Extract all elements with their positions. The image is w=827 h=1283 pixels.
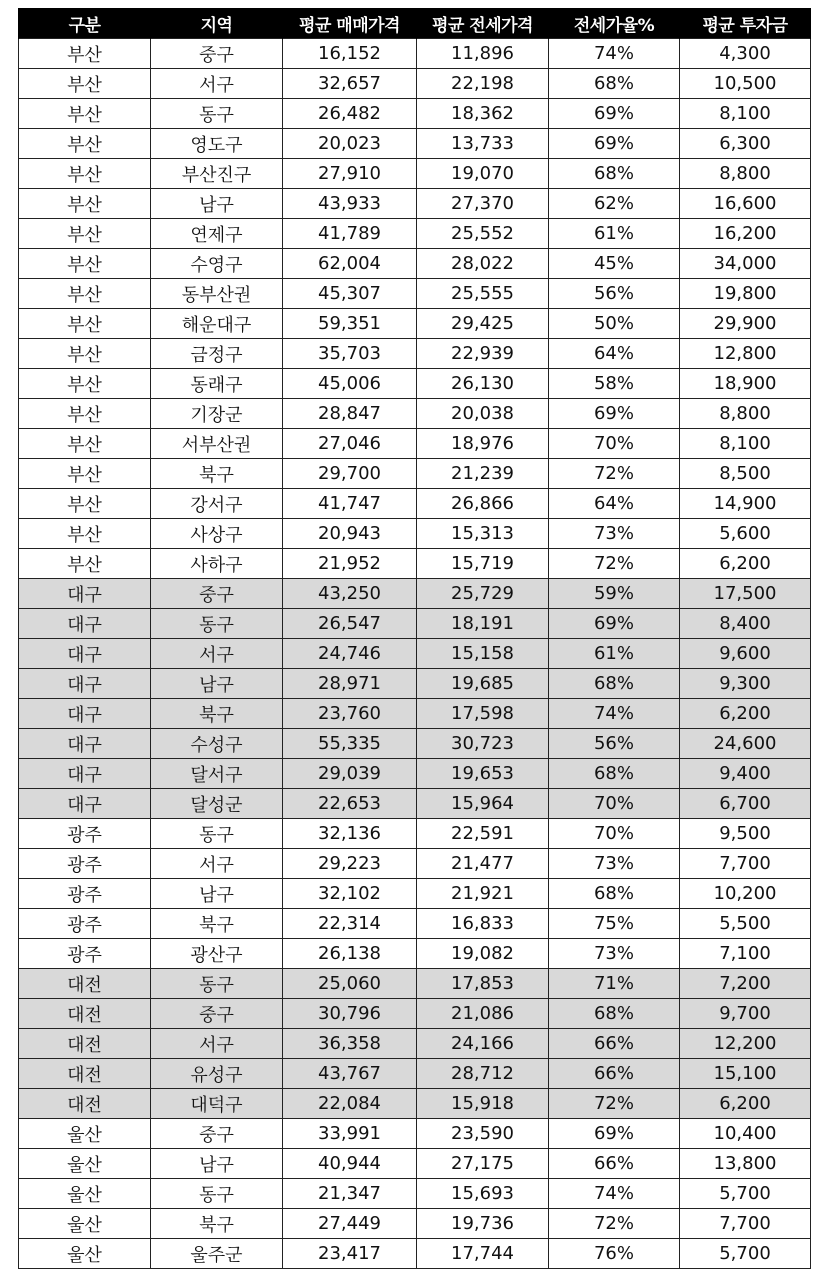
cell-avg-sale-price: 29,223 bbox=[283, 849, 417, 879]
cell-group: 부산 bbox=[19, 279, 151, 309]
cell-avg-investment: 7,100 bbox=[680, 939, 811, 969]
cell-group: 광주 bbox=[19, 849, 151, 879]
table-row bbox=[19, 399, 811, 429]
cell-group: 부산 bbox=[19, 489, 151, 519]
cell-region: 동구 bbox=[151, 99, 283, 129]
cell-avg-jeonse-price: 16,833 bbox=[417, 909, 549, 939]
cell-avg-investment: 9,600 bbox=[680, 639, 811, 669]
cell-avg-sale-price: 21,347 bbox=[283, 1179, 417, 1209]
header-avg-investment: 평균 투자금 bbox=[680, 8, 811, 39]
cell-avg-investment: 10,400 bbox=[680, 1119, 811, 1149]
cell-avg-investment: 17,500 bbox=[680, 579, 811, 609]
cell-avg-jeonse-price: 25,552 bbox=[417, 219, 549, 249]
cell-avg-investment: 10,200 bbox=[680, 879, 811, 909]
cell-avg-jeonse-price: 27,370 bbox=[417, 189, 549, 219]
cell-group: 부산 bbox=[19, 549, 151, 579]
cell-avg-sale-price: 33,991 bbox=[283, 1119, 417, 1149]
cell-avg-sale-price: 43,250 bbox=[283, 579, 417, 609]
cell-jeonse-ratio: 70% bbox=[549, 429, 680, 459]
cell-avg-investment: 19,800 bbox=[680, 279, 811, 309]
cell-jeonse-ratio: 68% bbox=[549, 69, 680, 99]
cell-jeonse-ratio: 69% bbox=[549, 1119, 680, 1149]
cell-avg-sale-price: 20,023 bbox=[283, 129, 417, 159]
cell-avg-investment: 29,900 bbox=[680, 309, 811, 339]
cell-region: 동구 bbox=[151, 609, 283, 639]
cell-group: 부산 bbox=[19, 69, 151, 99]
cell-region: 영도구 bbox=[151, 129, 283, 159]
table-row bbox=[19, 1179, 811, 1209]
cell-avg-investment: 7,700 bbox=[680, 849, 811, 879]
cell-region: 해운대구 bbox=[151, 309, 283, 339]
cell-group: 울산 bbox=[19, 1239, 151, 1269]
cell-avg-jeonse-price: 25,729 bbox=[417, 579, 549, 609]
table-row bbox=[19, 369, 811, 399]
cell-avg-sale-price: 43,767 bbox=[283, 1059, 417, 1089]
cell-group: 울산 bbox=[19, 1179, 151, 1209]
cell-avg-investment: 9,700 bbox=[680, 999, 811, 1029]
cell-jeonse-ratio: 50% bbox=[549, 309, 680, 339]
table-header bbox=[19, 8, 811, 39]
cell-group: 부산 bbox=[19, 129, 151, 159]
cell-group: 대전 bbox=[19, 1059, 151, 1089]
cell-group: 대구 bbox=[19, 729, 151, 759]
cell-avg-investment: 9,500 bbox=[680, 819, 811, 849]
cell-avg-jeonse-price: 15,693 bbox=[417, 1179, 549, 1209]
cell-avg-jeonse-price: 19,685 bbox=[417, 669, 549, 699]
cell-avg-jeonse-price: 19,736 bbox=[417, 1209, 549, 1239]
cell-jeonse-ratio: 68% bbox=[549, 999, 680, 1029]
table-row bbox=[19, 219, 811, 249]
cell-group: 울산 bbox=[19, 1149, 151, 1179]
cell-avg-sale-price: 43,933 bbox=[283, 189, 417, 219]
cell-avg-jeonse-price: 17,598 bbox=[417, 699, 549, 729]
cell-group: 부산 bbox=[19, 369, 151, 399]
cell-region: 동부산권 bbox=[151, 279, 283, 309]
table-row bbox=[19, 849, 811, 879]
data-table-container bbox=[18, 8, 810, 1269]
cell-region: 남구 bbox=[151, 1149, 283, 1179]
cell-region: 북구 bbox=[151, 699, 283, 729]
cell-group: 대전 bbox=[19, 1089, 151, 1119]
cell-group: 부산 bbox=[19, 519, 151, 549]
cell-group: 부산 bbox=[19, 219, 151, 249]
cell-avg-sale-price: 29,700 bbox=[283, 459, 417, 489]
cell-region: 중구 bbox=[151, 999, 283, 1029]
cell-group: 대구 bbox=[19, 639, 151, 669]
cell-avg-investment: 6,200 bbox=[680, 549, 811, 579]
table-row bbox=[19, 1059, 811, 1089]
header-group: 구분 bbox=[19, 8, 151, 39]
table-row bbox=[19, 609, 811, 639]
cell-avg-sale-price: 26,547 bbox=[283, 609, 417, 639]
cell-avg-investment: 6,300 bbox=[680, 129, 811, 159]
cell-avg-investment: 5,700 bbox=[680, 1239, 811, 1269]
cell-avg-sale-price: 41,789 bbox=[283, 219, 417, 249]
cell-avg-investment: 4,300 bbox=[680, 39, 811, 69]
header-jeonse-ratio: 전세가율% bbox=[549, 8, 680, 39]
cell-group: 부산 bbox=[19, 249, 151, 279]
cell-region: 동구 bbox=[151, 969, 283, 999]
cell-avg-sale-price: 45,006 bbox=[283, 369, 417, 399]
table-row bbox=[19, 429, 811, 459]
table-row bbox=[19, 939, 811, 969]
cell-avg-jeonse-price: 19,653 bbox=[417, 759, 549, 789]
table-body bbox=[19, 39, 811, 1269]
cell-avg-jeonse-price: 21,477 bbox=[417, 849, 549, 879]
cell-avg-sale-price: 35,703 bbox=[283, 339, 417, 369]
table-row bbox=[19, 69, 811, 99]
cell-avg-sale-price: 22,653 bbox=[283, 789, 417, 819]
cell-avg-jeonse-price: 22,591 bbox=[417, 819, 549, 849]
cell-region: 남구 bbox=[151, 669, 283, 699]
cell-region: 기장군 bbox=[151, 399, 283, 429]
cell-jeonse-ratio: 76% bbox=[549, 1239, 680, 1269]
cell-jeonse-ratio: 72% bbox=[549, 1089, 680, 1119]
cell-region: 남구 bbox=[151, 189, 283, 219]
cell-avg-investment: 34,000 bbox=[680, 249, 811, 279]
cell-jeonse-ratio: 66% bbox=[549, 1059, 680, 1089]
cell-region: 대덕구 bbox=[151, 1089, 283, 1119]
cell-avg-jeonse-price: 21,086 bbox=[417, 999, 549, 1029]
cell-avg-jeonse-price: 17,853 bbox=[417, 969, 549, 999]
table-row bbox=[19, 969, 811, 999]
cell-region: 달성군 bbox=[151, 789, 283, 819]
cell-avg-sale-price: 27,046 bbox=[283, 429, 417, 459]
table-row bbox=[19, 1149, 811, 1179]
cell-avg-jeonse-price: 30,723 bbox=[417, 729, 549, 759]
cell-group: 부산 bbox=[19, 99, 151, 129]
cell-jeonse-ratio: 66% bbox=[549, 1149, 680, 1179]
cell-avg-jeonse-price: 19,082 bbox=[417, 939, 549, 969]
cell-jeonse-ratio: 56% bbox=[549, 279, 680, 309]
cell-group: 울산 bbox=[19, 1119, 151, 1149]
cell-avg-jeonse-price: 22,939 bbox=[417, 339, 549, 369]
cell-avg-investment: 12,200 bbox=[680, 1029, 811, 1059]
cell-jeonse-ratio: 66% bbox=[549, 1029, 680, 1059]
cell-avg-sale-price: 59,351 bbox=[283, 309, 417, 339]
cell-region: 북구 bbox=[151, 909, 283, 939]
cell-avg-sale-price: 28,971 bbox=[283, 669, 417, 699]
cell-avg-jeonse-price: 11,896 bbox=[417, 39, 549, 69]
cell-jeonse-ratio: 68% bbox=[549, 669, 680, 699]
cell-jeonse-ratio: 61% bbox=[549, 639, 680, 669]
cell-jeonse-ratio: 68% bbox=[549, 159, 680, 189]
table-row bbox=[19, 729, 811, 759]
cell-jeonse-ratio: 68% bbox=[549, 879, 680, 909]
cell-avg-sale-price: 27,449 bbox=[283, 1209, 417, 1239]
cell-avg-investment: 24,600 bbox=[680, 729, 811, 759]
cell-avg-investment: 9,400 bbox=[680, 759, 811, 789]
table-row bbox=[19, 129, 811, 159]
cell-jeonse-ratio: 69% bbox=[549, 99, 680, 129]
cell-jeonse-ratio: 74% bbox=[549, 699, 680, 729]
table-row bbox=[19, 339, 811, 369]
cell-jeonse-ratio: 72% bbox=[549, 549, 680, 579]
cell-jeonse-ratio: 72% bbox=[549, 1209, 680, 1239]
cell-avg-jeonse-price: 20,038 bbox=[417, 399, 549, 429]
cell-avg-sale-price: 29,039 bbox=[283, 759, 417, 789]
cell-group: 부산 bbox=[19, 189, 151, 219]
cell-avg-investment: 6,700 bbox=[680, 789, 811, 819]
table-row bbox=[19, 39, 811, 69]
cell-group: 대전 bbox=[19, 999, 151, 1029]
cell-region: 서구 bbox=[151, 1029, 283, 1059]
table-row bbox=[19, 549, 811, 579]
table-row bbox=[19, 1239, 811, 1269]
cell-avg-investment: 12,800 bbox=[680, 339, 811, 369]
cell-avg-jeonse-price: 28,022 bbox=[417, 249, 549, 279]
cell-avg-sale-price: 23,760 bbox=[283, 699, 417, 729]
cell-region: 서구 bbox=[151, 69, 283, 99]
cell-avg-investment: 13,800 bbox=[680, 1149, 811, 1179]
cell-region: 북구 bbox=[151, 1209, 283, 1239]
cell-avg-sale-price: 28,847 bbox=[283, 399, 417, 429]
header-avg-sale-price: 평균 매매가격 bbox=[283, 8, 417, 39]
table-row bbox=[19, 819, 811, 849]
cell-avg-jeonse-price: 21,921 bbox=[417, 879, 549, 909]
cell-region: 중구 bbox=[151, 579, 283, 609]
table-row bbox=[19, 699, 811, 729]
cell-avg-jeonse-price: 15,158 bbox=[417, 639, 549, 669]
cell-avg-investment: 9,300 bbox=[680, 669, 811, 699]
cell-avg-jeonse-price: 24,166 bbox=[417, 1029, 549, 1059]
cell-jeonse-ratio: 68% bbox=[549, 759, 680, 789]
cell-group: 대전 bbox=[19, 969, 151, 999]
cell-jeonse-ratio: 69% bbox=[549, 399, 680, 429]
cell-avg-sale-price: 22,084 bbox=[283, 1089, 417, 1119]
cell-region: 서구 bbox=[151, 849, 283, 879]
cell-avg-investment: 14,900 bbox=[680, 489, 811, 519]
cell-group: 부산 bbox=[19, 159, 151, 189]
cell-region: 서구 bbox=[151, 639, 283, 669]
cell-group: 대구 bbox=[19, 759, 151, 789]
cell-group: 광주 bbox=[19, 909, 151, 939]
table-row bbox=[19, 1209, 811, 1239]
cell-jeonse-ratio: 73% bbox=[549, 849, 680, 879]
cell-region: 수영구 bbox=[151, 249, 283, 279]
cell-avg-sale-price: 23,417 bbox=[283, 1239, 417, 1269]
cell-region: 동래구 bbox=[151, 369, 283, 399]
cell-avg-jeonse-price: 26,866 bbox=[417, 489, 549, 519]
cell-jeonse-ratio: 74% bbox=[549, 39, 680, 69]
cell-group: 부산 bbox=[19, 399, 151, 429]
table-row bbox=[19, 999, 811, 1029]
cell-avg-investment: 6,200 bbox=[680, 1089, 811, 1119]
cell-avg-jeonse-price: 15,918 bbox=[417, 1089, 549, 1119]
cell-avg-jeonse-price: 15,719 bbox=[417, 549, 549, 579]
table-row bbox=[19, 189, 811, 219]
cell-avg-sale-price: 26,138 bbox=[283, 939, 417, 969]
cell-group: 대구 bbox=[19, 669, 151, 699]
table-row bbox=[19, 159, 811, 189]
cell-jeonse-ratio: 58% bbox=[549, 369, 680, 399]
cell-region: 중구 bbox=[151, 39, 283, 69]
cell-avg-jeonse-price: 15,964 bbox=[417, 789, 549, 819]
table-row bbox=[19, 669, 811, 699]
cell-avg-investment: 18,900 bbox=[680, 369, 811, 399]
table-row bbox=[19, 519, 811, 549]
cell-avg-jeonse-price: 18,191 bbox=[417, 609, 549, 639]
cell-avg-investment: 5,600 bbox=[680, 519, 811, 549]
table-row bbox=[19, 639, 811, 669]
cell-avg-sale-price: 30,796 bbox=[283, 999, 417, 1029]
cell-avg-jeonse-price: 19,070 bbox=[417, 159, 549, 189]
cell-avg-jeonse-price: 13,733 bbox=[417, 129, 549, 159]
cell-avg-sale-price: 62,004 bbox=[283, 249, 417, 279]
table-row bbox=[19, 489, 811, 519]
cell-region: 강서구 bbox=[151, 489, 283, 519]
cell-region: 북구 bbox=[151, 459, 283, 489]
cell-region: 사하구 bbox=[151, 549, 283, 579]
cell-jeonse-ratio: 64% bbox=[549, 489, 680, 519]
cell-jeonse-ratio: 64% bbox=[549, 339, 680, 369]
table-row bbox=[19, 579, 811, 609]
cell-jeonse-ratio: 70% bbox=[549, 819, 680, 849]
cell-jeonse-ratio: 61% bbox=[549, 219, 680, 249]
cell-avg-sale-price: 40,944 bbox=[283, 1149, 417, 1179]
cell-group: 부산 bbox=[19, 339, 151, 369]
cell-avg-sale-price: 32,102 bbox=[283, 879, 417, 909]
table-row bbox=[19, 1029, 811, 1059]
cell-avg-investment: 7,200 bbox=[680, 969, 811, 999]
cell-avg-investment: 7,700 bbox=[680, 1209, 811, 1239]
cell-jeonse-ratio: 72% bbox=[549, 459, 680, 489]
cell-region: 동구 bbox=[151, 1179, 283, 1209]
cell-jeonse-ratio: 73% bbox=[549, 519, 680, 549]
cell-avg-jeonse-price: 23,590 bbox=[417, 1119, 549, 1149]
cell-avg-sale-price: 20,943 bbox=[283, 519, 417, 549]
cell-avg-investment: 6,200 bbox=[680, 699, 811, 729]
cell-avg-jeonse-price: 22,198 bbox=[417, 69, 549, 99]
cell-avg-jeonse-price: 18,976 bbox=[417, 429, 549, 459]
cell-avg-jeonse-price: 15,313 bbox=[417, 519, 549, 549]
cell-group: 광주 bbox=[19, 879, 151, 909]
cell-avg-sale-price: 41,747 bbox=[283, 489, 417, 519]
cell-group: 대구 bbox=[19, 699, 151, 729]
cell-region: 동구 bbox=[151, 819, 283, 849]
cell-avg-sale-price: 32,136 bbox=[283, 819, 417, 849]
cell-avg-jeonse-price: 17,744 bbox=[417, 1239, 549, 1269]
cell-jeonse-ratio: 45% bbox=[549, 249, 680, 279]
cell-avg-jeonse-price: 27,175 bbox=[417, 1149, 549, 1179]
cell-avg-jeonse-price: 29,425 bbox=[417, 309, 549, 339]
cell-jeonse-ratio: 71% bbox=[549, 969, 680, 999]
cell-group: 대구 bbox=[19, 609, 151, 639]
cell-avg-investment: 15,100 bbox=[680, 1059, 811, 1089]
table-row bbox=[19, 1119, 811, 1149]
cell-group: 부산 bbox=[19, 39, 151, 69]
cell-avg-sale-price: 21,952 bbox=[283, 549, 417, 579]
cell-avg-sale-price: 22,314 bbox=[283, 909, 417, 939]
cell-region: 유성구 bbox=[151, 1059, 283, 1089]
cell-jeonse-ratio: 59% bbox=[549, 579, 680, 609]
cell-avg-sale-price: 16,152 bbox=[283, 39, 417, 69]
cell-region: 부산진구 bbox=[151, 159, 283, 189]
cell-avg-investment: 10,500 bbox=[680, 69, 811, 99]
table-row bbox=[19, 759, 811, 789]
cell-group: 부산 bbox=[19, 309, 151, 339]
cell-avg-investment: 16,200 bbox=[680, 219, 811, 249]
cell-group: 부산 bbox=[19, 459, 151, 489]
cell-avg-jeonse-price: 26,130 bbox=[417, 369, 549, 399]
cell-avg-sale-price: 55,335 bbox=[283, 729, 417, 759]
header-region: 지역 bbox=[151, 8, 283, 39]
cell-region: 달서구 bbox=[151, 759, 283, 789]
cell-avg-investment: 5,500 bbox=[680, 909, 811, 939]
cell-group: 울산 bbox=[19, 1209, 151, 1239]
cell-group: 대구 bbox=[19, 579, 151, 609]
cell-region: 서부산권 bbox=[151, 429, 283, 459]
cell-avg-jeonse-price: 18,362 bbox=[417, 99, 549, 129]
cell-avg-sale-price: 32,657 bbox=[283, 69, 417, 99]
cell-region: 중구 bbox=[151, 1119, 283, 1149]
cell-avg-investment: 8,800 bbox=[680, 159, 811, 189]
cell-avg-investment: 8,400 bbox=[680, 609, 811, 639]
cell-avg-investment: 16,600 bbox=[680, 189, 811, 219]
cell-region: 광산구 bbox=[151, 939, 283, 969]
cell-jeonse-ratio: 75% bbox=[549, 909, 680, 939]
cell-group: 대전 bbox=[19, 1029, 151, 1059]
cell-avg-investment: 8,100 bbox=[680, 99, 811, 129]
cell-avg-jeonse-price: 25,555 bbox=[417, 279, 549, 309]
table-row bbox=[19, 879, 811, 909]
cell-jeonse-ratio: 69% bbox=[549, 609, 680, 639]
cell-jeonse-ratio: 56% bbox=[549, 729, 680, 759]
cell-avg-investment: 8,100 bbox=[680, 429, 811, 459]
cell-region: 남구 bbox=[151, 879, 283, 909]
table-row bbox=[19, 309, 811, 339]
cell-avg-sale-price: 45,307 bbox=[283, 279, 417, 309]
cell-region: 사상구 bbox=[151, 519, 283, 549]
cell-jeonse-ratio: 69% bbox=[549, 129, 680, 159]
cell-region: 울주군 bbox=[151, 1239, 283, 1269]
header-row bbox=[19, 8, 811, 39]
cell-avg-sale-price: 26,482 bbox=[283, 99, 417, 129]
cell-region: 금정구 bbox=[151, 339, 283, 369]
cell-avg-sale-price: 25,060 bbox=[283, 969, 417, 999]
cell-jeonse-ratio: 70% bbox=[549, 789, 680, 819]
cell-avg-sale-price: 27,910 bbox=[283, 159, 417, 189]
cell-avg-jeonse-price: 28,712 bbox=[417, 1059, 549, 1089]
table-row bbox=[19, 789, 811, 819]
header-avg-jeonse-price: 평균 전세가격 bbox=[417, 8, 549, 39]
cell-group: 광주 bbox=[19, 819, 151, 849]
cell-avg-sale-price: 36,358 bbox=[283, 1029, 417, 1059]
cell-avg-investment: 8,800 bbox=[680, 399, 811, 429]
table-row bbox=[19, 1089, 811, 1119]
cell-avg-sale-price: 24,746 bbox=[283, 639, 417, 669]
table-row bbox=[19, 909, 811, 939]
cell-avg-investment: 8,500 bbox=[680, 459, 811, 489]
cell-group: 부산 bbox=[19, 429, 151, 459]
cell-jeonse-ratio: 73% bbox=[549, 939, 680, 969]
cell-jeonse-ratio: 62% bbox=[549, 189, 680, 219]
table-row bbox=[19, 459, 811, 489]
cell-avg-investment: 5,700 bbox=[680, 1179, 811, 1209]
cell-region: 수성구 bbox=[151, 729, 283, 759]
cell-group: 광주 bbox=[19, 939, 151, 969]
table-row bbox=[19, 249, 811, 279]
table-row bbox=[19, 279, 811, 309]
table-row bbox=[19, 99, 811, 129]
cell-group: 대구 bbox=[19, 789, 151, 819]
cell-region: 연제구 bbox=[151, 219, 283, 249]
regional-price-table bbox=[18, 8, 811, 1269]
cell-avg-jeonse-price: 21,239 bbox=[417, 459, 549, 489]
cell-jeonse-ratio: 74% bbox=[549, 1179, 680, 1209]
